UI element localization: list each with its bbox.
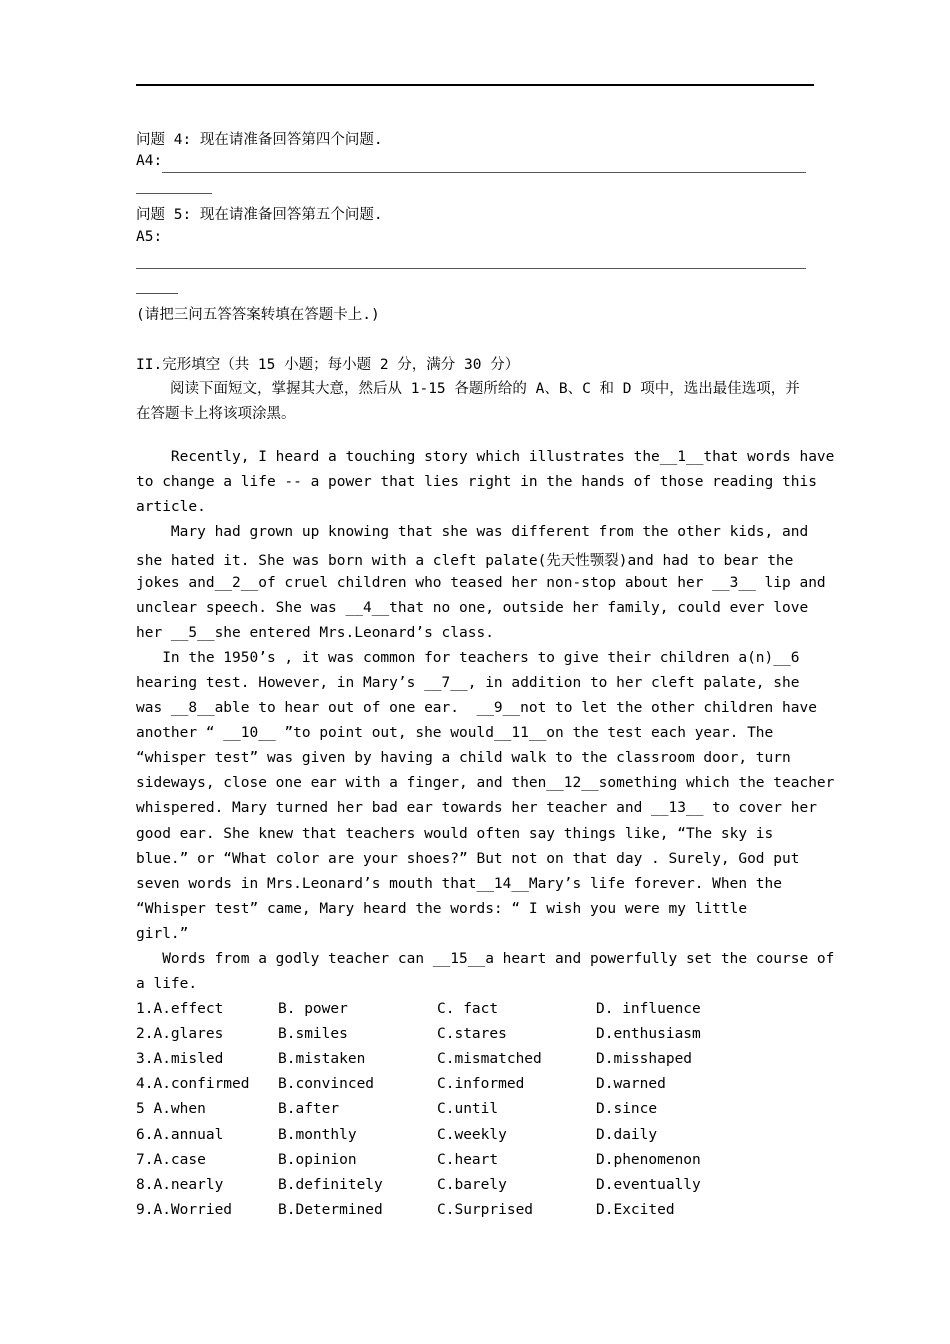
option-d[interactable]: D.phenomenon <box>596 1151 701 1168</box>
passage-line: to change a life -- a power that lies right in the hands of those reading this <box>136 474 817 491</box>
passage-line: Words from a godly teacher can __15__a heart and powerfully set the course of <box>136 951 835 967</box>
option-d[interactable]: D.misshaped <box>596 1051 693 1068</box>
option-b[interactable]: B.mistaken <box>278 1051 366 1068</box>
option-a[interactable]: 3.A.misled <box>136 1051 224 1068</box>
passage-line: girl.” <box>136 925 189 942</box>
passage-line: good ear. She knew that teachers would often say things like, “The sky is <box>136 825 774 842</box>
option-d[interactable]: D.daily <box>596 1126 658 1143</box>
option-d[interactable]: D. influence <box>596 1001 701 1017</box>
passage-line: jokes and__2__of cruel children who teased her non-stop about her __3__ lip and <box>136 574 826 591</box>
option-a[interactable]: 9.A.Worried <box>136 1201 233 1218</box>
passage-line: her __5__she entered Mrs.Leonard’s class. <box>136 624 494 641</box>
passage-line: a life. <box>136 976 198 993</box>
option-c[interactable]: C.mismatched <box>437 1051 542 1068</box>
passage-line: sideways, close one ear with a finger, and then__12__something which the teacher <box>136 775 835 792</box>
cloze-heading: II.完形填空（共 15 小题；每小题 2 分，满分 30 分） <box>136 357 520 373</box>
passage-line: another “ __10__ ”to point out, she would__11__on the test each year. The <box>136 725 774 742</box>
option-a[interactable]: 2.A.glares <box>136 1026 224 1043</box>
option-b[interactable]: B.definitely <box>278 1176 383 1193</box>
question-5-label: 问题 5: 现在请准备回答第五个问题. <box>136 207 383 223</box>
passage-line: article. <box>136 499 206 516</box>
passage-line: In the 1950’s , it was common for teachers to give their children a(n)__6 <box>136 649 800 666</box>
option-a[interactable]: 7.A.case <box>136 1151 206 1168</box>
option-b[interactable]: B.opinion <box>278 1151 357 1168</box>
answer-5-line-cont[interactable] <box>136 293 178 294</box>
option-c[interactable]: C.heart <box>437 1151 499 1168</box>
option-d[interactable]: D.since <box>596 1101 658 1118</box>
option-c[interactable]: C.weekly <box>437 1126 507 1143</box>
option-b[interactable]: B.monthly <box>278 1126 357 1143</box>
option-a[interactable]: 4.A.confirmed <box>136 1076 250 1093</box>
option-d[interactable]: D.enthusiasm <box>596 1026 701 1043</box>
answer-4-label: A4: <box>136 153 163 169</box>
passage-line: blue.” or “What color are your shoes?” But not on that day . Surely, God put <box>136 850 800 867</box>
passage-line: whispered. Mary turned her bad ear towards her teacher and __13__ to cover her <box>136 800 817 817</box>
answer-4-line[interactable] <box>162 172 806 173</box>
cloze-instruction-cont: 在答题卡上将该项涂黑。 <box>136 406 296 422</box>
option-d[interactable]: D.Excited <box>596 1201 675 1218</box>
option-c[interactable]: C.informed <box>437 1076 525 1093</box>
question-4-label: 问题 4: 现在请准备回答第四个问题. <box>136 132 383 148</box>
transfer-note: (请把三问五答答案转填在答题卡上.) <box>136 307 380 323</box>
option-a[interactable]: 8.A.nearly <box>136 1176 224 1193</box>
option-b[interactable]: B.smiles <box>278 1026 348 1043</box>
passage-line: “Whisper test” came, Mary heard the words: “ I wish you were my little <box>136 900 748 917</box>
option-c[interactable]: C.Surprised <box>437 1201 534 1218</box>
header-rule <box>136 84 814 86</box>
option-c[interactable]: C.stares <box>437 1026 507 1043</box>
passage-line: hearing test. However, in Mary’s __7__, in addition to her cleft palate, she <box>136 674 800 691</box>
passage-line: was __8__able to hear out of one ear. __9__not to let the other children have <box>136 700 817 716</box>
passage-line: unclear speech. She was __4__that no one, outside her family, could ever love <box>136 599 809 616</box>
option-a[interactable]: 1.A.effect <box>136 1001 224 1017</box>
option-a[interactable]: 6.A.annual <box>136 1126 224 1143</box>
option-b[interactable]: B.after <box>278 1101 340 1118</box>
passage-line: “whisper test” was given by having a child walk to the classroom door, turn <box>136 750 791 767</box>
passage-line: Recently, I heard a touching story which illustrates the__1__that words have <box>136 449 835 465</box>
option-d[interactable]: D.warned <box>596 1076 666 1093</box>
option-b[interactable]: B.Determined <box>278 1201 383 1218</box>
passage-line: she hated it. She was born with a cleft palate(先天性颚裂)and had to bear the <box>136 553 794 570</box>
option-c[interactable]: C.barely <box>437 1176 507 1193</box>
option-b[interactable]: B. power <box>278 1001 348 1017</box>
answer-5-line[interactable] <box>136 268 806 269</box>
passage-line: seven words in Mrs.Leonard’s mouth that__14__Mary’s life forever. When the <box>136 875 783 892</box>
option-b[interactable]: B.convinced <box>278 1076 375 1093</box>
passage-line: Mary had grown up knowing that she was different from the other kids, and <box>136 524 809 541</box>
option-d[interactable]: D.eventually <box>596 1176 701 1193</box>
cloze-instruction: 阅读下面短文，掌握其大意，然后从 1-15 各题所给的 A、B、C 和 D 项中，选出最佳选项，并 <box>170 381 800 397</box>
option-a[interactable]: 5 A.when <box>136 1101 206 1118</box>
option-c[interactable]: C. fact <box>437 1001 499 1017</box>
option-c[interactable]: C.until <box>437 1101 499 1118</box>
answer-4-line-cont[interactable] <box>136 193 212 194</box>
answer-5-label: A5: <box>136 229 163 245</box>
